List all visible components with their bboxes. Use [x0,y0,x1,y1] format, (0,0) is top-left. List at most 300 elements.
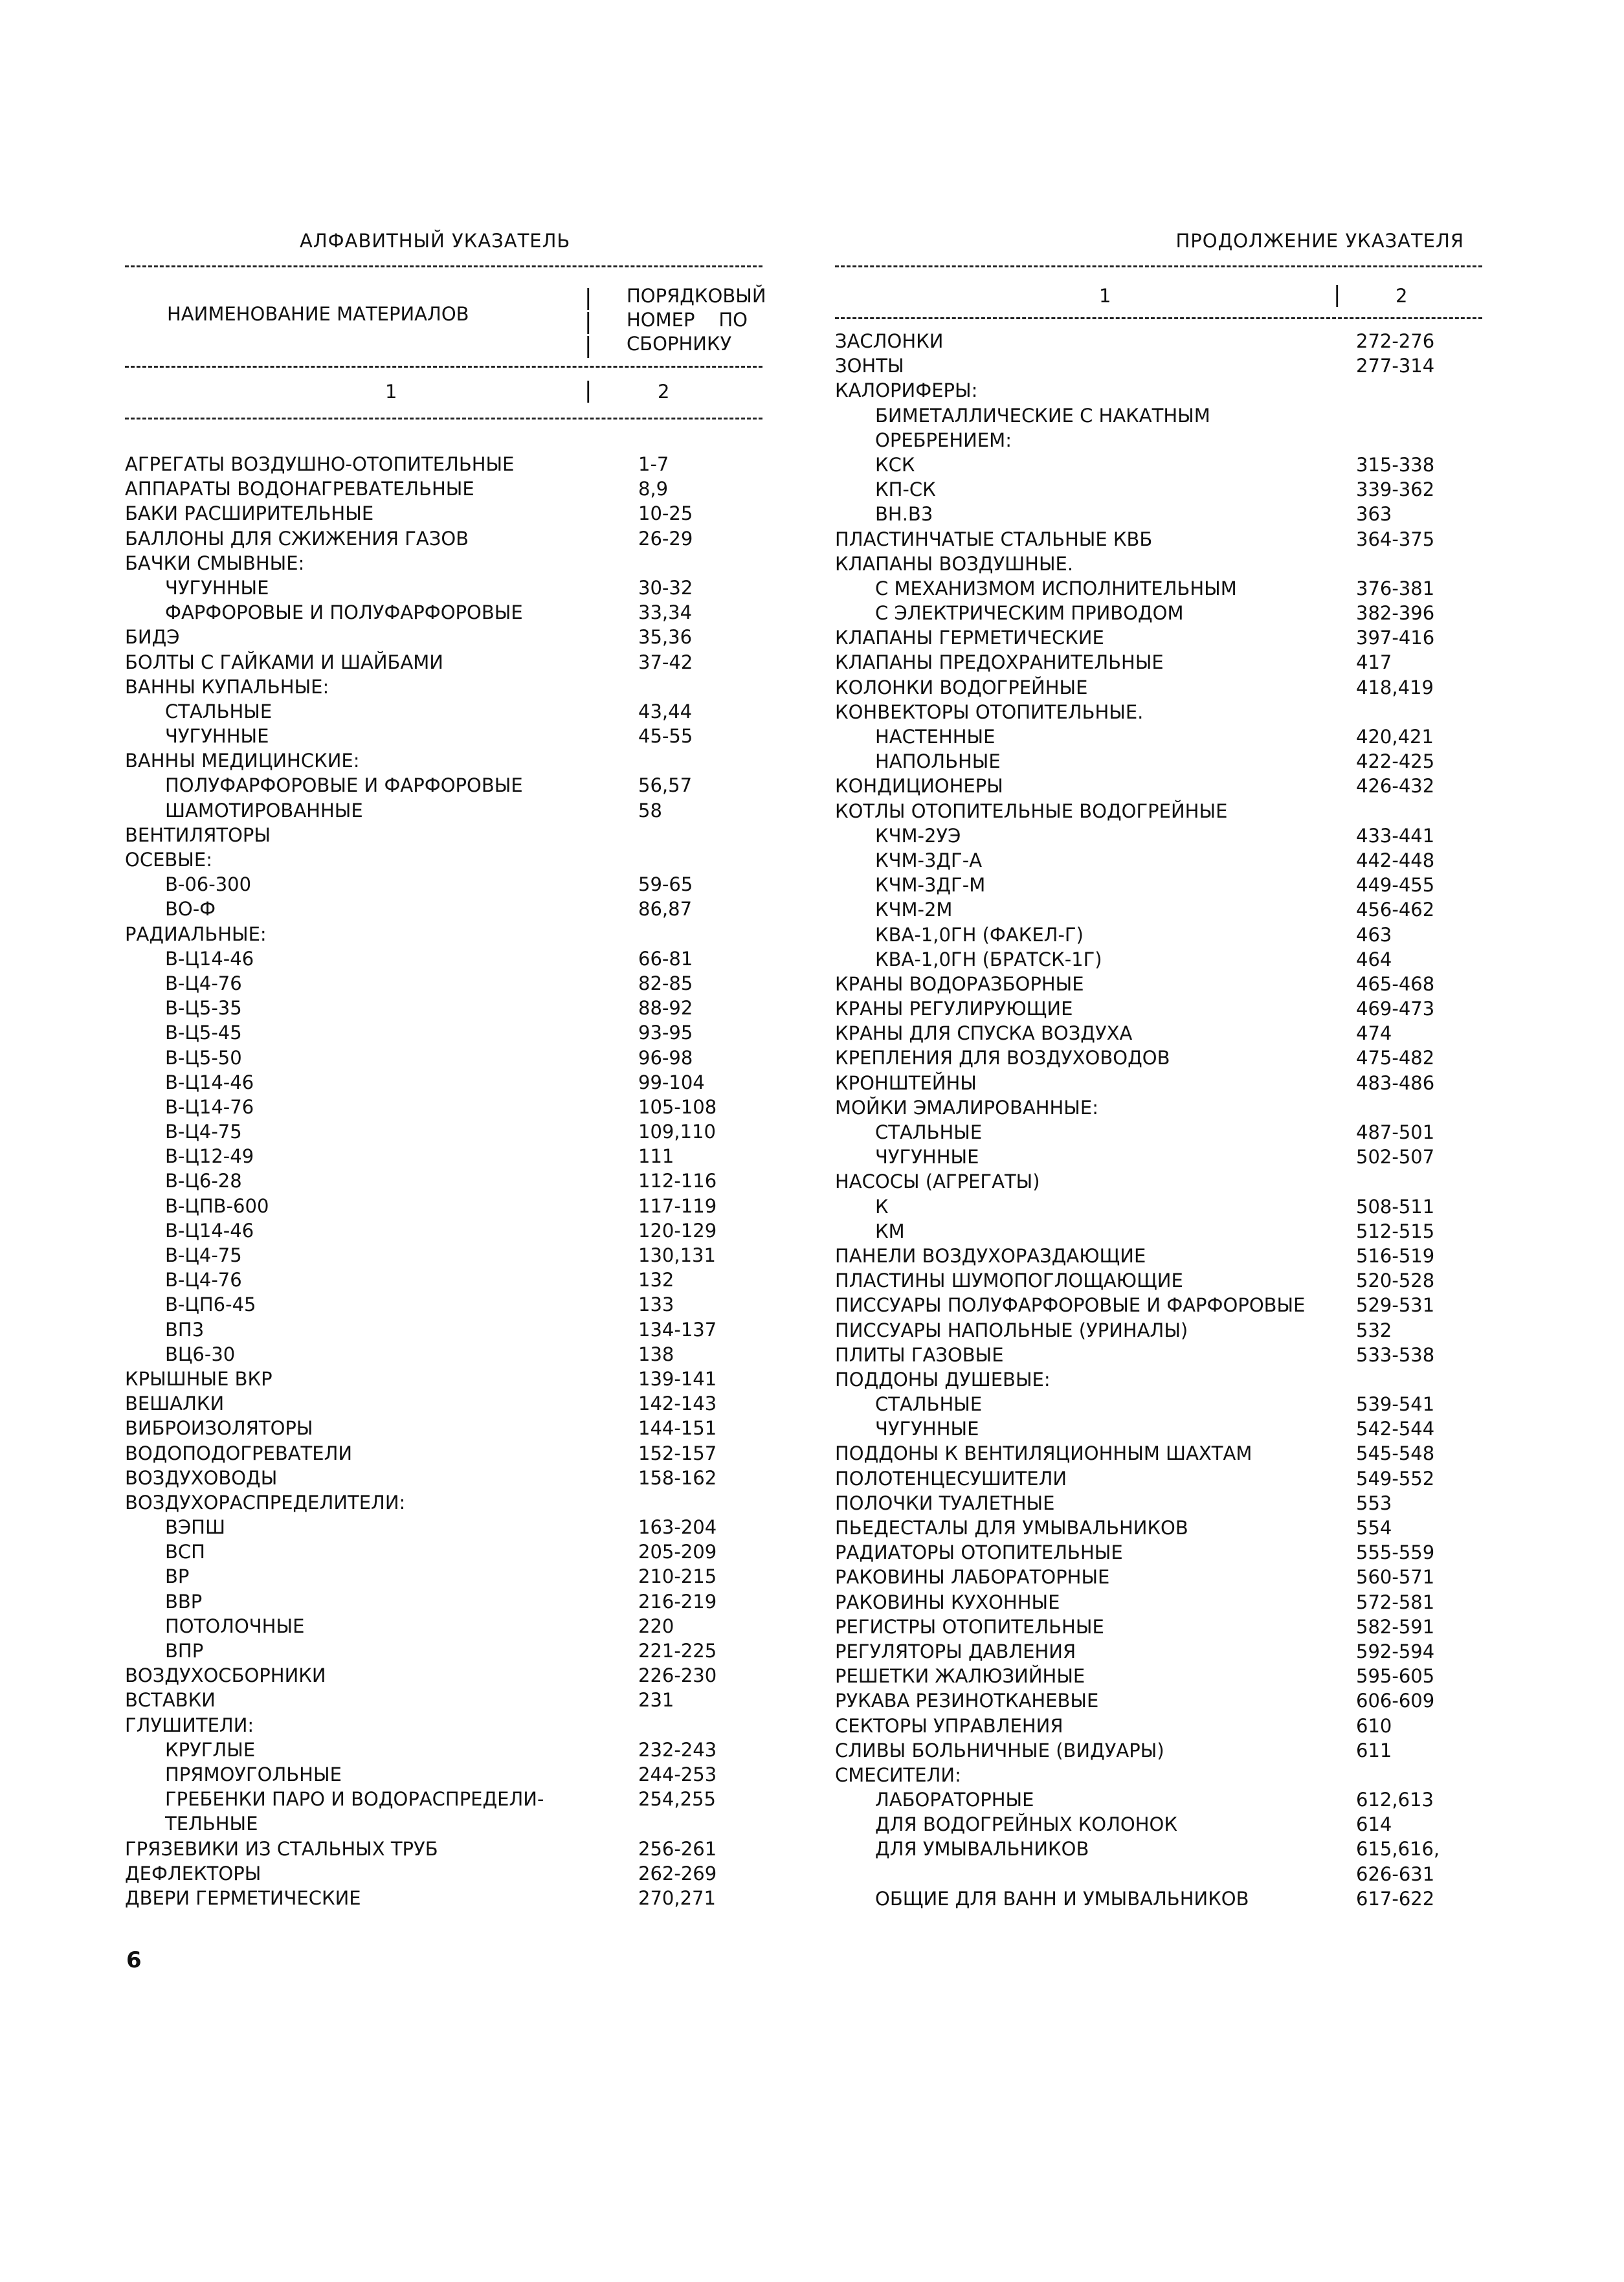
index-entry [125,996,762,1020]
index-entry [125,650,762,675]
column-number-1: 1 [385,381,397,403]
entry-name: ВОДОПОДОГРЕВАТЕЛИ [125,1442,353,1464]
entry-number: 132 [638,1269,674,1292]
index-entry [835,453,1482,477]
index-entry [125,1095,762,1119]
index-entry [835,923,1482,947]
entry-name: В-Ц4-76 [165,1269,242,1292]
entry-name: В-06-300 [165,873,252,896]
entry-number: 56,57 [638,774,693,797]
index-entry [835,799,1482,823]
index-entry [125,1614,762,1639]
index-entry [125,1639,762,1663]
entry-name: НАСОСЫ (АГРЕГАТЫ) [835,1170,1040,1193]
entry-name: КЛАПАНЫ ГЕРМЕТИЧЕСКИЕ [835,627,1104,649]
entry-name: КЧМ-2М [875,899,953,921]
index-entry [835,774,1482,798]
index-entry [835,1244,1482,1268]
index-entry [835,1565,1482,1589]
header-name-column: НАИМЕНОВАНИЕ МАТЕРИАЛОВ [167,303,469,325]
entry-number: 1-7 [638,453,669,475]
entry-name: ДВЕРИ ГЕРМЕТИЧЕСКИЕ [125,1886,361,1909]
entry-name: ОБЩИЕ ДЛЯ ВАНН И УМЫВАЛЬНИКОВ [875,1887,1249,1910]
index-entry [835,1219,1482,1244]
entry-name: ВП3 [165,1318,205,1341]
entry-name: БАЧКИ СМЫВНЫЕ: [125,552,305,574]
index-entry [125,1046,762,1070]
index-entry [125,1391,762,1416]
entry-number: 130,131 [638,1244,716,1266]
entry-number: 420,421 [1356,726,1434,748]
entry-name: В-Ц12-49 [165,1145,254,1168]
column-number-2: 2 [1396,285,1408,307]
index-entry [835,527,1482,552]
entry-number: 617-622 [1356,1887,1435,1910]
index-title: АЛФАВИТНЫЙ УКАЗАТЕЛЬ [300,230,571,252]
header-number-line-1: ПОРЯДКОВЫЙ [627,285,766,307]
entry-number: 220 [638,1615,674,1637]
entry-number: 560-571 [1356,1566,1435,1589]
entry-name: КВА-1,0ГН (ФАКЕЛ-Г) [875,923,1084,946]
entry-number: 572-581 [1356,1591,1435,1613]
entry-number: 417 [1356,651,1392,674]
entry-name: В-Ц4-75 [165,1244,242,1266]
entry-number: 508-511 [1356,1195,1435,1218]
entry-number: 43,44 [638,700,693,722]
entry-name: ВР [165,1565,190,1588]
entry-number: 277-314 [1356,355,1435,377]
index-entry [125,798,762,823]
entry-number: 465-468 [1356,972,1435,995]
index-entry [835,1664,1482,1688]
index-entry [125,1466,762,1490]
entry-name: В-Ц14-46 [165,1071,254,1093]
entry-name: ВВР [165,1590,203,1613]
header-divider: | [584,377,592,403]
index-entry [835,1688,1482,1713]
index-entry [125,1886,762,1910]
index-entry [125,946,762,971]
entry-number: 109,110 [638,1121,716,1143]
index-entry [835,1787,1482,1812]
index-entry [125,971,762,996]
entry-number: 553 [1356,1492,1392,1514]
entry-number: 487-501 [1356,1121,1435,1143]
continuation-title: ПРОДОЛЖЕНИЕ УКАЗАТЕЛЯ [1175,230,1464,252]
entry-number: 210-215 [638,1565,717,1588]
entry-number: 474 [1356,1022,1392,1045]
entry-name: ВИБРОИЗОЛЯТОРЫ [125,1417,313,1440]
index-entry [125,476,762,501]
index-entry [835,1590,1482,1615]
entry-number: 612,613 [1356,1789,1434,1811]
entry-name: ПОЛУФАРФОРОВЫЕ И ФАРФОРОВЫЕ [165,774,523,797]
entry-number: 99-104 [638,1071,705,1093]
entry-name: РЕГИСТРЫ ОТОПИТЕЛЬНЫЕ [835,1615,1104,1638]
entry-number: 363 [1356,503,1392,526]
index-entry [125,1342,762,1367]
entry-number: 382-396 [1356,602,1435,625]
index-entry [835,1639,1482,1664]
index-entry [125,576,762,600]
index-entry [125,1441,762,1466]
page-number: 6 [126,1947,142,1973]
index-entry [835,1318,1482,1343]
entry-number: 82-85 [638,972,693,994]
entry-name: В-Ц5-35 [165,997,242,1020]
entry-name: АГРЕГАТЫ ВОЗДУШНО-ОТОПИТЕЛЬНЫЕ [125,453,515,475]
entry-number: 615,616, [1356,1838,1440,1861]
entry-name: АППАРАТЫ ВОДОНАГРЕВАТЕЛЬНЫЕ [125,478,474,500]
entry-name: КРАНЫ ДЛЯ СПУСКА ВОЗДУХА [835,1022,1133,1045]
entry-name: С МЕХАНИЗМОМ ИСПОЛНИТЕЛЬНЫМ [875,577,1237,599]
entry-name: БАКИ РАСШИРИТЕЛЬНЫЕ [125,502,374,525]
index-entry [125,1787,762,1811]
entry-name: ДЛЯ УМЫВАЛЬНИКОВ [875,1838,1089,1861]
index-entry [125,526,762,551]
entry-number: 139-141 [638,1367,717,1390]
entry-name: ПЛИТЫ ГАЗОВЫЕ [835,1343,1004,1366]
index-entry [125,551,762,576]
entry-name: ПРЯМОУГОЛЬНЫЕ [165,1763,342,1785]
index-entry [835,1120,1482,1145]
entry-name: РАДИАЛЬНЫЕ: [125,923,267,945]
entry-number: 582-591 [1356,1615,1435,1638]
entry-name: В-ЦП6-45 [165,1293,256,1316]
entry-number: 152-157 [638,1442,717,1464]
entry-name: ФАРФОРОВЫЕ И ПОЛУФАРФОРОВЫЕ [165,601,523,624]
table-top-rule [125,265,762,267]
entry-number: 610 [1356,1714,1392,1737]
index-entry [125,1762,762,1787]
entry-number: 144-151 [638,1417,717,1440]
entry-number: 555-559 [1356,1541,1435,1564]
index-entry [125,1292,762,1317]
entry-name: СМЕСИТЕЛИ: [835,1763,961,1786]
entry-name: В-Ц14-76 [165,1095,254,1118]
entry-number: 272-276 [1356,330,1435,352]
entry-number: 112-116 [638,1170,717,1192]
index-entry [125,1020,762,1045]
entry-number: 418,419 [1356,676,1434,699]
entry-number: 315-338 [1356,453,1435,476]
entry-name: КРОНШТЕЙНЫ [835,1071,977,1094]
entry-number: 614 [1356,1813,1392,1836]
index-entry [125,452,762,476]
index-entry [835,724,1482,749]
entry-name: ЛАБОРАТОРНЫЕ [875,1789,1034,1811]
entry-name: ВН.В3 [875,503,933,526]
index-entry [835,897,1482,922]
entry-number: 254,255 [638,1788,716,1811]
entry-number: 545-548 [1356,1442,1435,1465]
entry-name: ПОТОЛОЧНЫЕ [165,1615,305,1637]
entry-number: 45-55 [638,725,693,748]
entry-name: ГРЯЗЕВИКИ ИЗ СТАЛЬНЫХ ТРУБ [125,1837,438,1860]
entry-number: 533-538 [1356,1343,1435,1366]
index-entry [835,1466,1482,1491]
entry-number: 138 [638,1343,674,1365]
entry-number: 483-486 [1356,1071,1435,1094]
index-entry [125,675,762,699]
entry-number: 66-81 [638,947,693,970]
entry-name: ТЕЛЬНЫЕ [165,1813,258,1835]
entry-number: 58 [638,799,662,822]
entry-number: 270,271 [638,1886,716,1909]
entry-number: 426-432 [1356,775,1435,798]
entry-number: 37-42 [638,651,693,673]
index-entry [835,1293,1482,1317]
entry-name: СТАЛЬНЫЕ [875,1393,983,1416]
entry-name: СЕКТОРЫ УПРАВЛЕНИЯ [835,1714,1063,1737]
entry-name: С ЭЛЕКТРИЧЕСКИМ ПРИВОДОМ [875,602,1184,625]
entry-name: КРАНЫ РЕГУЛИРУЮЩИЕ [835,998,1073,1020]
entry-number: 26-29 [638,527,693,550]
entry-name: БИДЭ [125,626,180,649]
entry-name: В-Ц4-76 [165,972,242,994]
entry-number: 433-441 [1356,824,1435,847]
entry-number: 117-119 [638,1194,717,1217]
header-bottom-rule [835,317,1482,319]
entry-name: ЧУГУННЫЕ [875,1418,979,1440]
header-bottom-rule [125,418,762,419]
index-entry [125,724,762,748]
entry-name: КСК [875,453,915,476]
index-entry [835,1812,1482,1837]
index-entry [835,1837,1482,1861]
index-entry [835,1095,1482,1120]
entry-name: КЧМ-2УЭ [875,824,961,847]
index-entry [835,650,1482,675]
entry-number: 8,9 [638,478,669,500]
entry-number: 611 [1356,1739,1392,1762]
entry-name: РАКОВИНЫ ЛАБОРАТОРНЫЕ [835,1566,1110,1589]
index-entry [835,675,1482,700]
entry-number: 111 [638,1145,674,1168]
entry-name: МОЙКИ ЭМАЛИРОВАННЫЕ: [835,1096,1098,1119]
index-entry [835,700,1482,724]
entry-name: КРЕПЛЕНИЯ ДЛЯ ВОЗДУХОВОДОВ [835,1047,1170,1069]
header-divider: | [584,333,592,359]
index-entry [125,1268,762,1292]
entry-number: 105-108 [638,1095,717,1118]
index-entry [835,576,1482,601]
entry-number: 464 [1356,948,1392,970]
index-entry [835,823,1482,848]
entry-number: 88-92 [638,997,693,1020]
index-entry [835,477,1482,502]
index-entry [835,1886,1482,1911]
entry-name: КАЛОРИФЕРЫ: [835,379,978,402]
entry-number: 532 [1356,1319,1392,1341]
index-entry [125,1738,762,1762]
entry-number: 442-448 [1356,849,1435,871]
entry-name: КОНВЕКТОРЫ ОТОПИТЕЛЬНЫЕ. [835,700,1144,723]
entry-name: ВПР [165,1640,204,1662]
entry-name: В-Ц14-46 [165,1219,254,1242]
header-number-line-2: НОМЕР ПО [627,309,748,331]
entry-name: ЧУГУННЫЕ [875,1146,979,1169]
entry-number: 626-631 [1356,1863,1435,1885]
entry-number: 244-253 [638,1763,717,1785]
entry-name: КРЫШНЫЕ ВКР [125,1367,273,1390]
entry-name: ВОЗДУХОРАСПРЕДЕЛИТЕЛИ: [125,1491,406,1514]
entry-number: 86,87 [638,898,693,921]
index-entry [835,1046,1482,1070]
entry-number: 226-230 [638,1664,717,1687]
index-entry [125,1688,762,1712]
entry-name: КВА-1,0ГН (БРАТСК-1Г) [875,948,1102,970]
header-divider: | [584,285,592,311]
entry-name: КОНДИЦИОНЕРЫ [835,775,1003,798]
header-divider: | [584,309,592,335]
table-top-rule [835,265,1482,267]
entry-name: ВАННЫ МЕДИЦИНСКИЕ: [125,750,360,772]
entry-name: РЕШЕТКИ ЖАЛЮЗИЙНЫЕ [835,1665,1085,1688]
entry-name: СЛИВЫ БОЛЬНИЧНЫЕ (ВИДУАРЫ) [835,1739,1164,1762]
entry-number: 59-65 [638,873,693,896]
entry-number: 554 [1356,1517,1392,1539]
entry-name: ПОЛОЧКИ ТУАЛЕТНЫЕ [835,1492,1055,1514]
entry-name: ВАННЫ КУПАЛЬНЫЕ: [125,675,329,698]
entry-name: В-Ц4-75 [165,1121,242,1143]
index-entry [835,848,1482,873]
entry-name: ДЕФЛЕКТОРЫ [125,1862,261,1885]
index-entry [835,1343,1482,1367]
index-entry [835,601,1482,625]
index-entry [835,353,1482,378]
entry-name: РЕГУЛЯТОРЫ ДАВЛЕНИЯ [835,1640,1076,1662]
entry-name: ПАНЕЛИ ВОЗДУХОРАЗДАЮЩИЕ [835,1244,1146,1267]
entry-number: 516-519 [1356,1244,1435,1267]
entry-name: КЧМ-3ДГ-М [875,874,986,897]
entry-name: КОЛОНКИ ВОДОГРЕЙНЫЕ [835,676,1088,699]
index-entry [125,1515,762,1539]
index-entry [835,1021,1482,1046]
entry-number: 520-528 [1356,1270,1435,1292]
index-entry [125,1367,762,1391]
index-entry [125,748,762,773]
index-entry [835,378,1482,403]
entry-name: ВСП [165,1541,205,1563]
index-entry [125,823,762,847]
entry-number: 96-98 [638,1046,693,1069]
index-entry [835,552,1482,576]
entry-name: НАПОЛЬНЫЕ [875,750,1001,773]
index-entry [835,873,1482,897]
index-entry [835,403,1482,428]
entry-name: БИМЕТАЛЛИЧЕСКИЕ С НАКАТНЫМ [875,404,1210,427]
header-divider: | [1333,282,1341,308]
index-list [835,329,1482,1911]
entry-number: 502-507 [1356,1146,1435,1169]
entry-name: ОСЕВЫЕ: [125,849,212,871]
index-entry [835,1491,1482,1516]
entry-name: ДЛЯ ВОДОГРЕЙНЫХ КОЛОНОК [875,1813,1177,1836]
entry-name: В-Ц14-46 [165,947,254,970]
index-entry [835,1071,1482,1095]
index-entry [835,1194,1482,1219]
entry-number: 475-482 [1356,1047,1435,1069]
entry-name: ПЛАСТИНЫ ШУМОПОГЛОЩАЮЩИЕ [835,1270,1183,1292]
index-entry [835,1763,1482,1787]
entry-name: ВСТАВКИ [125,1689,216,1712]
entry-name: СТАЛЬНЫЕ [875,1121,983,1143]
entry-name: ШАМОТИРОВАННЫЕ [165,799,363,822]
entry-name: ВЕШАЛКИ [125,1393,225,1415]
index-entry [835,1367,1482,1392]
index-entry [125,1861,762,1886]
entry-number: 397-416 [1356,627,1435,649]
entry-number: 120-129 [638,1219,717,1242]
entry-number: 449-455 [1356,874,1435,897]
index-entry [125,1169,762,1193]
index-entry [835,1392,1482,1416]
entry-name: ВЭПШ [165,1516,225,1539]
entry-number: 529-531 [1356,1294,1435,1317]
index-entry [125,501,762,526]
index-entry [125,1811,762,1836]
entry-number: 592-594 [1356,1640,1435,1662]
index-entry [125,1490,762,1515]
entry-name: БОЛТЫ С ГАЙКАМИ И ШАЙБАМИ [125,651,443,673]
entry-number: 163-204 [638,1516,717,1539]
index-entry [125,1243,762,1268]
entry-name: НАСТЕННЫЕ [875,726,996,748]
entry-name: В-ЦПВ-600 [165,1194,269,1217]
entry-number: 134-137 [638,1318,717,1341]
index-entry [125,1218,762,1243]
entry-name: ВОЗДУХОВОДЫ [125,1466,278,1489]
entry-name: КЧМ-3ДГ-А [875,849,983,871]
index-entry [125,1589,762,1614]
index-entry [125,1194,762,1218]
entry-number: 456-462 [1356,899,1435,921]
entry-name: РАКОВИНЫ КУХОННЫЕ [835,1591,1060,1613]
entry-number: 422-425 [1356,750,1435,773]
entry-name: ОРЕБРЕНИЕМ: [875,429,1012,451]
entry-name: ЧУГУННЫЕ [165,725,269,748]
index-entry [125,699,762,724]
entry-name: ПОДДОНЫ ДУШЕВЫЕ: [835,1368,1051,1391]
entry-name: СТАЛЬНЫЕ [165,700,273,722]
entry-number: 33,34 [638,601,693,624]
entry-name: ЗАСЛОНКИ [835,330,944,352]
index-entry [835,749,1482,774]
index-entry [835,1516,1482,1540]
entry-name: В-Ц5-45 [165,1022,242,1044]
entry-name: ВЦ6-30 [165,1343,236,1365]
header-number-line-3: СБОРНИКУ [627,333,732,355]
index-entry [835,1862,1482,1886]
entry-number: 221-225 [638,1640,717,1662]
entry-name: КРУГЛЫЕ [165,1738,256,1761]
entry-name: КП-СК [875,478,936,501]
entry-number: 133 [638,1293,674,1316]
index-entry [835,1540,1482,1565]
index-entry [835,1615,1482,1639]
entry-number: 606-609 [1356,1690,1435,1712]
entry-name: ВО-Ф [165,898,216,921]
entry-name: В-Ц5-50 [165,1046,242,1069]
entry-number: 205-209 [638,1541,717,1563]
entry-name: БАЛЛОНЫ ДЛЯ СЖИЖЕНИЯ ГАЗОВ [125,527,469,550]
index-entry [125,1564,762,1589]
index-entry [835,329,1482,353]
index-entry [125,1070,762,1095]
entry-number: 158-162 [638,1466,717,1489]
index-entry [125,872,762,897]
